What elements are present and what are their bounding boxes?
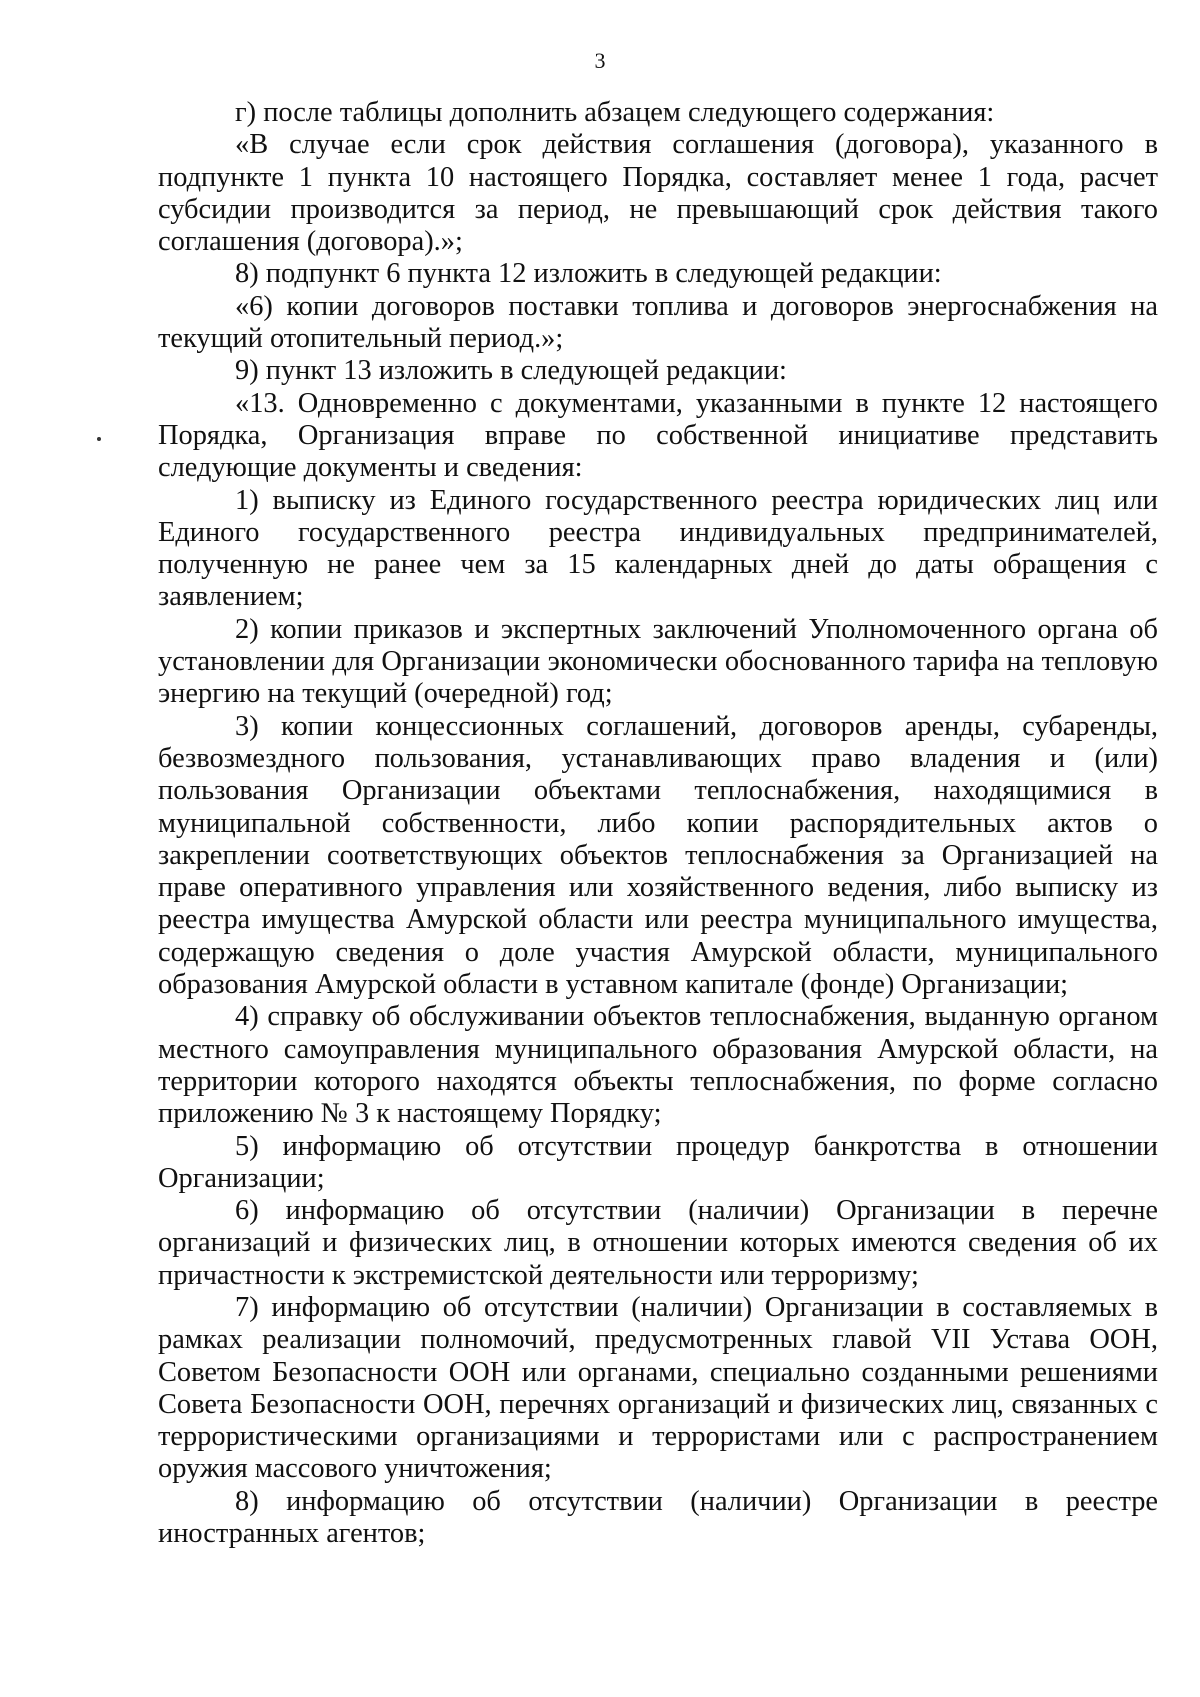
list-item-4-service-certificate: 4) справку об обслуживании объектов теплоснабжения, выданную органом местного самоуправления муниципального образования Амурской области, на территории которого находятся объекты теплоснабжения, по форме согласно приложению № 3 к настоящему Порядку; <box>158 1001 1158 1130</box>
list-item-7-un-lists: 7) информацию об отсутствии (наличии) Организации в составляемых в рамках реализации полномочий, предусмотренных главой VII Устава ООН, Советом Безопасности ООН или органами, специально созданными решениями Совета Безопасности ООН, перечнях организаций и физических лиц, связанных с террористическими организациями и террористами или с распространением оружия массового уничтожения; <box>158 1291 1158 1485</box>
paragraph-amendment-8: 8) подпункт 6 пункта 12 изложить в следующей редакции: <box>235 258 942 290</box>
list-item-2-tariff-orders: 2) копии приказов и экспертных заключений Уполномоченного органа об установлении для Организации экономически обоснованного тарифа на тепловую энергию на текущий (очередной) год; <box>158 613 1158 710</box>
paragraph-amendment-g: г) после таблицы дополнить абзацем следующего содержания: <box>235 97 995 128</box>
list-item-8-foreign-agents: 8) информацию об отсутствии (наличии) Организации в реестре иностранных агентов; <box>158 1485 1158 1550</box>
list-item-1-registry-extract: 1) выписку из Единого государственного реестра юридических лиц или Единого государственного реестра индивидуальных предпринимателей, полученную не ранее чем за 15 календарных дней до даты обращения с заявлением; <box>158 484 1158 613</box>
paragraph-amendment-9: 9) пункт 13 изложить в следующей редакции: <box>235 355 787 387</box>
scan-dot-mark <box>97 437 101 441</box>
paragraph-quoted-subitem-6: «6) копии договоров поставки топлива и договоров энергоснабжения на текущий отопительный период.»; <box>158 290 1158 355</box>
list-item-5-bankruptcy-info: 5) информацию об отсутствии процедур банкротства в отношении Организации; <box>158 1130 1158 1194</box>
paragraph-quoted-item-13: «13. Одновременно с документами, указанными в пункте 12 настоящего Порядка, Организация вправе по собственной инициативе представить следующие документы и сведения: <box>158 387 1158 484</box>
document-body <box>158 97 1158 1550</box>
list-item-3-concession-agreements: 3) копии концессионных соглашений, договоров аренды, субаренды, безвозмездного пользования, устанавливающих право владения и (или) пользования Организации объектами теплоснабжения, находящимися в муниципальной собственности, либо копии распорядительных актов о закреплении соответствующих объектов теплоснабжения за Организацией на праве оперативного управления или хозяйственного ведения, либо выписку из реестра имущества Амурской области или реестра муниципального имущества, содержащую сведения о доле участия Амурской области, муниципального образования Амурской области в уставном капитале (фонде) Организации; <box>158 710 1158 1001</box>
list-item-6-extremism-list: 6) информацию об отсутствии (наличии) Организации в перечне организаций и физических лиц, в отношении которых имеются сведения об их причастности к экстремистской деятельности или терроризму; <box>158 1195 1158 1291</box>
paragraph-quoted-agreement-term: «В случае если срок действия соглашения (договора), указанного в подпункте 1 пункта 10 настоящего Порядка, составляет менее 1 года, расчет субсидии производится за период, не превышающий срок действия такого соглашения (договора).»; <box>158 129 1158 258</box>
page-number: 3 <box>594 48 606 73</box>
